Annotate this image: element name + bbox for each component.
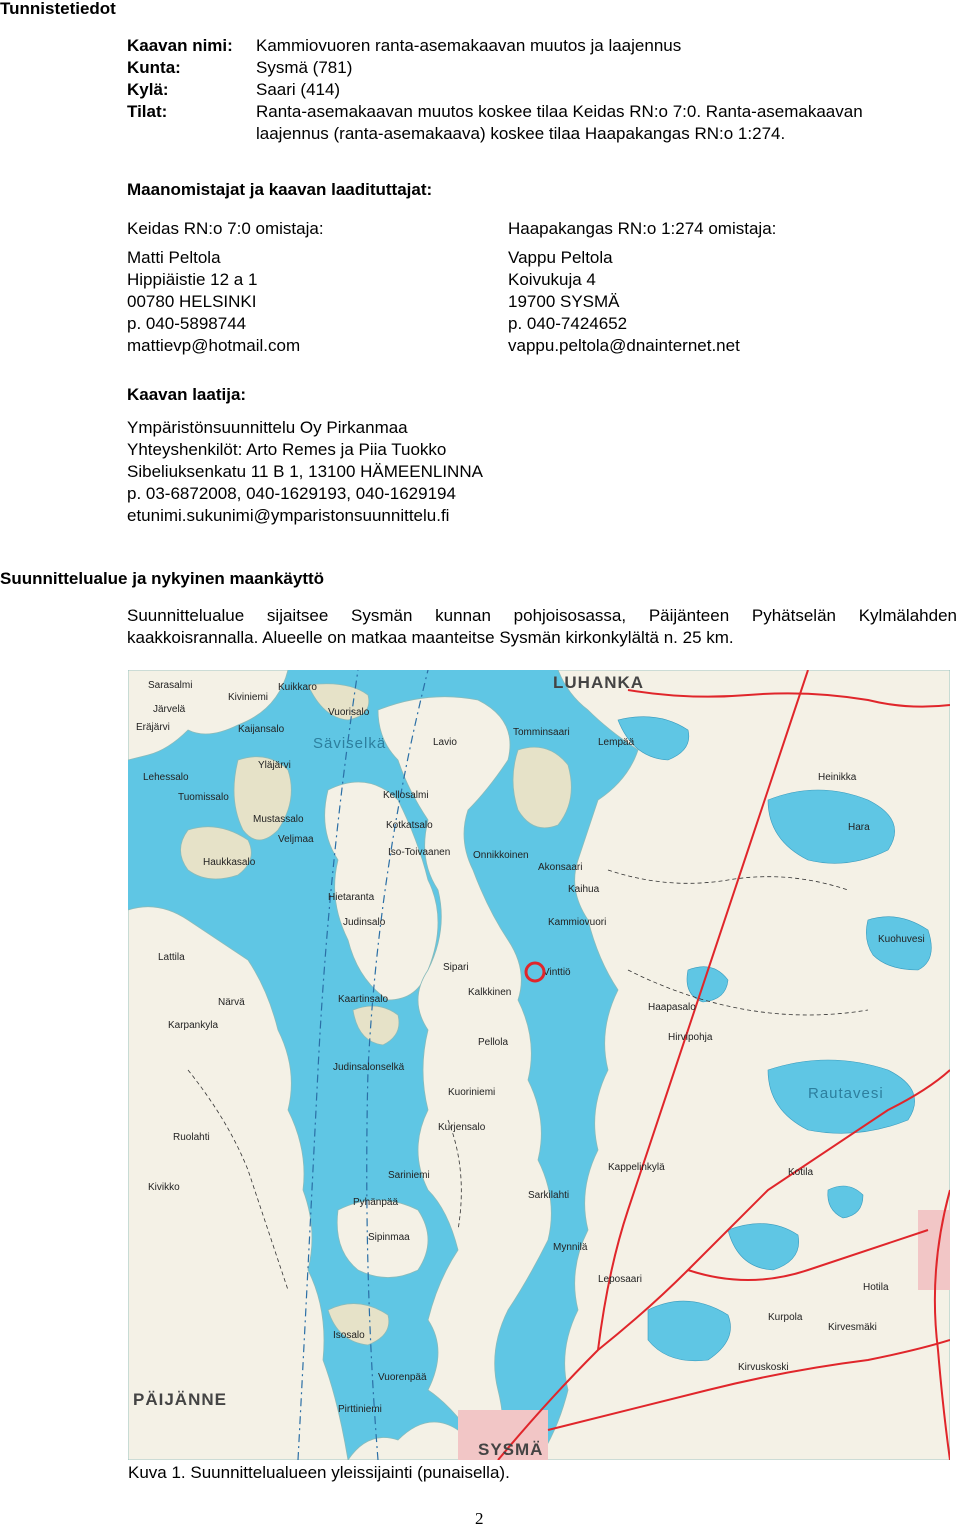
map-label-paijanne: PÄIJÄNNE — [133, 1390, 227, 1409]
map-label-8: Mustassalo — [253, 814, 304, 825]
section-heading-tunnistetiedot: Tunnistetiedot — [0, 0, 116, 18]
owner1-email: mattievp@hotmail.com — [127, 336, 301, 355]
map-label-48: Kuohuvesi — [878, 934, 925, 945]
map-label-25: Kotkatsalo — [386, 820, 433, 831]
map-label-39: Kappelinkylä — [608, 1162, 665, 1173]
map-label-47: Hara — [848, 822, 870, 833]
paragraph-line1: Suunnittelualue sijaitsee Sysmän kunnan pohjoisosassa, Päijänteen Pyhätselän Kylmälahden — [127, 606, 957, 625]
map-town-east — [918, 1210, 950, 1290]
map-label-44: Rautavesi — [808, 1085, 884, 1102]
map-label-3: Eräjärvi — [136, 722, 170, 733]
map-label-0: Sarasalmi — [148, 680, 193, 691]
map-label-49: Kotila — [788, 1167, 814, 1178]
section-heading-suunnittelualue: Suunnittelualue ja nykyinen maankäyttö — [0, 569, 325, 588]
map-label-36: Sariniemi — [388, 1170, 430, 1181]
author-company: Ympäristönsuunnittelu Oy Pirkanmaa — [127, 418, 408, 437]
map-label-51: Kurpola — [768, 1312, 803, 1323]
owner2-city: 19700 SYSMÄ — [508, 292, 620, 311]
map-svg — [128, 670, 950, 1460]
map-label-20: Pyhänpää — [353, 1197, 399, 1208]
map-label-34: Kuoriniemi — [448, 1087, 496, 1098]
map-label-32: Sipari — [443, 962, 469, 973]
map-label-11: Hietaranta — [328, 892, 375, 903]
value-kunta: Sysmä (781) — [256, 58, 353, 77]
map-label-35: Kurjensalo — [438, 1122, 486, 1133]
map-label-54: Pirttiniemi — [338, 1404, 382, 1415]
map-label-1: Järvelä — [153, 704, 186, 715]
map-label-26: Iso-Toivaanen — [388, 847, 451, 858]
author-phones: p. 03-6872008, 040-1629193, 040-1629194 — [127, 484, 456, 503]
owner1-name: Matti Peltola — [127, 248, 221, 267]
value-tilat-line1: Ranta-asemakaavan muutos koskee tilaa Keidas RN:o 7:0. Ranta-asemakaavan — [256, 102, 863, 121]
map-label-9: Veljmaa — [278, 834, 314, 845]
map-label-4: Kaijansalo — [238, 724, 285, 735]
map-label-37: Sipinmaa — [368, 1232, 410, 1243]
map-label-5: Lehessalo — [143, 772, 189, 783]
map-label-46: Heinikka — [818, 772, 857, 783]
map-label-57: Kirvuskoski — [738, 1362, 789, 1373]
map-label-53: Lavio — [433, 737, 457, 748]
map-label-17: Judinsalonselkä — [333, 1062, 405, 1073]
map-label-33: Pellola — [478, 1037, 509, 1048]
map-label-29: Kaihua — [568, 884, 600, 895]
map-label-7: Yläjärvi — [258, 760, 291, 771]
map-label-31: Kalkkinen — [468, 987, 512, 998]
owner2-title: Haapakangas RN:o 1:274 omistaja: — [508, 219, 777, 238]
map-label-21: Isosalo — [333, 1330, 365, 1341]
map-label-2: Kiviniemi — [228, 692, 269, 703]
map-island-tomminsaari — [513, 747, 571, 828]
label-kyla: Kylä: — [127, 80, 169, 99]
author-contacts: Yhteyshenkilöt: Arto Remes ja Piia Tuokko — [127, 440, 447, 459]
owner1-street: Hippiäistie 12 a 1 — [127, 270, 258, 289]
location-map — [128, 670, 950, 1460]
map-caption: Kuva 1. Suunnittelualueen yleissijainti (punaisella). — [128, 1463, 510, 1482]
map-label-6: Tuomissalo — [178, 792, 229, 803]
author-heading: Kaavan laatija: — [127, 385, 247, 404]
owner2-street: Koivukuja 4 — [508, 270, 596, 289]
owner1-city: 00780 HELSINKI — [127, 292, 257, 311]
paragraph-line2: kaakkoisrannalla. Alueelle on matkaa maanteitse Sysmän kirkonkylältä n. 25 km. — [127, 628, 734, 647]
map-label-28: Akonsaari — [538, 862, 583, 873]
map-label-56: Kuikkaro — [278, 682, 317, 693]
map-label-43: Hirvipohja — [668, 1032, 713, 1043]
map-label-saviselka: Säviselkä — [313, 735, 387, 752]
map-label-58: Kirvesmäki — [828, 1322, 877, 1333]
map-label-50: Hotila — [863, 1282, 889, 1293]
map-label-42: Haapasalo — [648, 1002, 696, 1013]
owner2-email: vappu.peltola@dnainternet.net — [508, 336, 740, 355]
map-label-18: Ruolahti — [173, 1132, 210, 1143]
owner2-name: Vappu Peltola — [508, 248, 613, 267]
owner1-title: Keidas RN:o 7:0 omistaja: — [127, 219, 324, 238]
map-label-12: Judinsalo — [343, 917, 386, 928]
map-label-24: Kellosalmi — [383, 790, 429, 801]
map-label-30: Vinttiö — [543, 967, 571, 978]
value-tilat-line2: laajennus (ranta-asemakaava) koskee tilaa Haapakangas RN:o 1:274. — [256, 124, 786, 143]
owner1-phone: p. 040-5898744 — [127, 314, 247, 333]
author-email: etunimi.sukunimi@ymparistonsuunnittelu.fi — [127, 506, 450, 525]
owners-heading: Maanomistajat ja kaavan laadituttajat: — [127, 180, 433, 199]
map-label-15: Karpankyla — [168, 1020, 219, 1031]
map-label-40: Mynnilä — [553, 1242, 588, 1253]
map-label-27: Onnikkoinen — [473, 850, 529, 861]
page-number: 2 — [475, 1509, 484, 1528]
map-label-14: Närvä — [218, 997, 245, 1008]
map-label-45: Lempää — [598, 737, 635, 748]
label-kaavan-nimi: Kaavan nimi: — [127, 36, 233, 55]
map-label-22: Tomminsaari — [513, 727, 570, 738]
map-label-55: Vuorenpää — [378, 1372, 427, 1383]
author-address: Sibeliuksenkatu 11 B 1, 13100 HÄMEENLINNA — [127, 462, 483, 481]
map-label-23: Kammiovuori — [548, 917, 607, 928]
map-label-52: Vuorisalo — [328, 707, 370, 718]
map-label-19: Kivikko — [148, 1182, 180, 1193]
owner2-phone: p. 040-7424652 — [508, 314, 628, 333]
value-kaavan-nimi: Kammiovuoren ranta-asemakaavan muutos ja laajennus — [256, 36, 682, 55]
label-kunta: Kunta: — [127, 58, 181, 77]
map-label-sysma: SYSMÄ — [478, 1440, 544, 1459]
value-kyla: Saari (414) — [256, 80, 341, 99]
map-label-16: Kaartinsalo — [338, 994, 389, 1005]
map-label-41: Leposaari — [598, 1274, 642, 1285]
label-tilat: Tilat: — [127, 102, 168, 121]
map-label-10: Haukkasalo — [203, 857, 256, 868]
map-label-luhanka: LUHANKA — [553, 673, 645, 692]
map-label-13: Lattila — [158, 952, 185, 963]
map-label-38: Sarkilahti — [528, 1190, 570, 1201]
